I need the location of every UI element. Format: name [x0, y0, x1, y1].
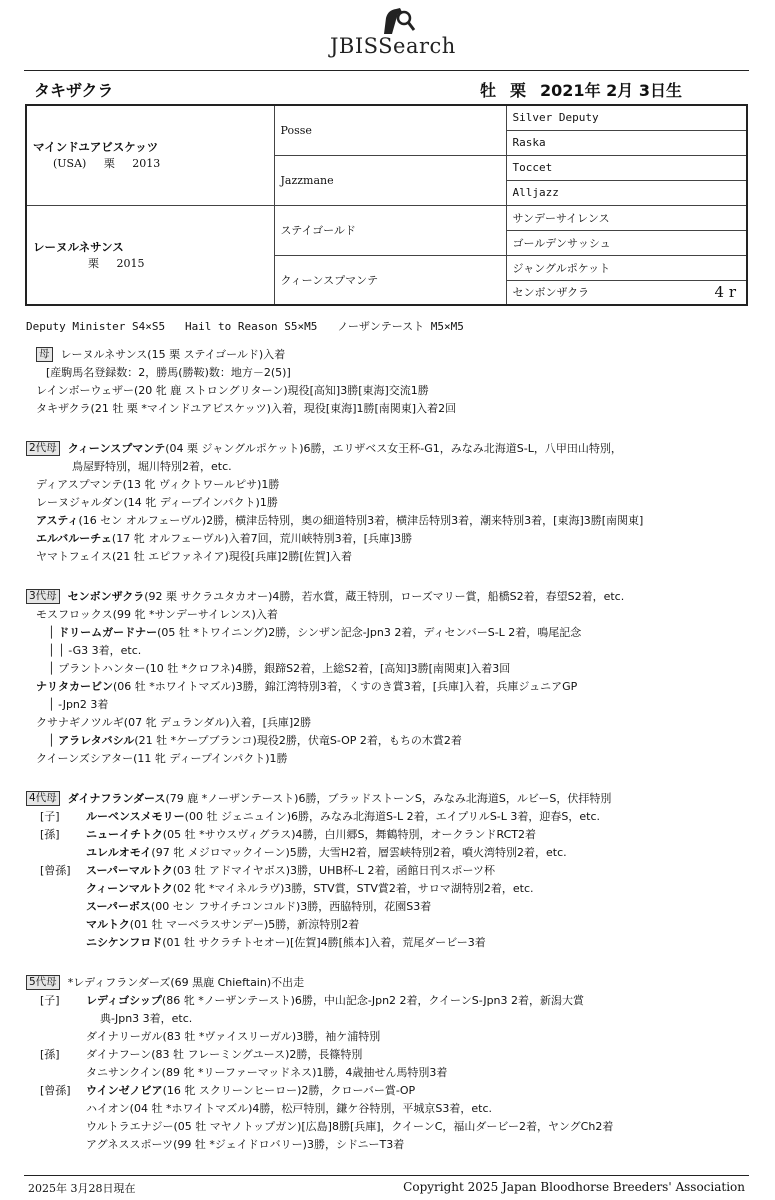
family-line — [26, 790, 751, 808]
dam-name: レーヌルネサンス — [33, 239, 124, 254]
inbreeding-line: Deputy Minister S4×S5 Hail to Reason S5×M5 ノーザンテースト M5×M5 — [26, 320, 464, 333]
family-number: 4 r — [714, 283, 736, 302]
line-text: (01 牡 マーベラスサンデー)5勝，新涼特別2着 — [129, 918, 360, 931]
family-section — [26, 790, 751, 952]
dam-info: 栗 2015 — [53, 256, 145, 270]
pedigree-sire[interactable] — [26, 105, 274, 205]
pedigree-ggs-3[interactable]: Toccet — [506, 155, 747, 180]
line-text: (16 牝 スクリーンヒーロー)2勝，クローバー賞-OP — [162, 1084, 416, 1097]
pedigree-table — [25, 104, 748, 306]
family-line — [26, 732, 751, 750]
line-text: [産駒馬名登録数：2，勝馬(勝鞍)数：地方－2(5)] — [46, 366, 291, 379]
family-line — [26, 1028, 751, 1046]
header-rule — [24, 70, 749, 71]
ggs-8-name: センボンザクラ — [512, 286, 590, 300]
line-text: (21 牡 *ケープブランコ)現役2勝，伏竜S-OP 2着，もちの木賞2着 — [134, 734, 462, 747]
family-line — [26, 992, 751, 1010]
logo-text-search: Search — [378, 34, 456, 58]
family-line — [26, 382, 751, 400]
horse-name-bold[interactable]: クィーンスプマンテ — [67, 442, 166, 455]
family-line — [26, 808, 751, 826]
family-line — [26, 1118, 751, 1136]
family-line — [26, 440, 751, 458]
line-text: │ │ -G3 3着，etc. — [48, 644, 142, 657]
pedigree-ggs-4[interactable]: Alljazz — [506, 180, 747, 205]
family-section — [26, 588, 751, 768]
family-line — [26, 898, 751, 916]
line-text: │ — [48, 734, 59, 747]
line-text: クイーンズシアター(11 牝 ディープインパクト)1勝 — [36, 752, 288, 765]
horse-name-bold[interactable]: ルーベンスメモリー — [86, 810, 185, 823]
family-line — [26, 714, 751, 732]
relation-label: [子] — [40, 810, 60, 823]
line-text: (16 セン オルフェーヴル)2勝，横津岳特別，奥の細道特別3着，横津岳特別3着，潮来特別3着，[東海]3勝[南関東] — [78, 514, 644, 527]
family-line — [26, 826, 751, 844]
family-section — [26, 440, 751, 566]
family-line — [26, 1082, 751, 1100]
line-text: (04 栗 ジャングルポケット)6勝，エリザベス女王杯-G1，みなみ北海道S-L，八甲田山特別， — [165, 442, 622, 455]
horse-name-bold[interactable]: エルバルーチェ — [36, 532, 112, 545]
family-line — [26, 346, 751, 364]
line-text: レーヌジャルダン(14 牝 ディープインパクト)1勝 — [36, 496, 278, 509]
sire-name: マインドユアビスケッツ — [33, 140, 159, 155]
footer-date: 2025年 3月28日現在 — [28, 1182, 136, 1195]
jbis-logo[interactable] — [330, 6, 460, 58]
generation-tag: 2代母 — [26, 441, 60, 456]
line-text: タキザクラ(21 牡 栗 *マインドユアビスケッツ)入着，現役[東海]1勝[南関東]入着2回 — [36, 402, 457, 415]
family-line — [26, 660, 751, 678]
pedigree-ggs-7[interactable]: ジャングルポケット — [506, 255, 747, 280]
family-line — [26, 934, 751, 952]
horse-name-bold[interactable]: アラレタバシル — [58, 734, 135, 747]
horse-name-bold[interactable]: ニシケンフロド — [86, 936, 163, 949]
family-line — [26, 458, 751, 476]
line-text: プラントハンター(10 牡 *クロフネ)4勝，銀蹄S2着，上総S2着，[高知]3勝[南関東]入着3回 — [58, 662, 511, 675]
line-text: 典-Jpn3 3着，etc. — [100, 1012, 193, 1025]
family-line — [26, 862, 751, 880]
line-text: モスフロックス(99 牝 *サンデーサイレンス)入着 — [36, 608, 278, 621]
family-sections — [26, 346, 751, 1154]
line-text: (00 セン フサイチコンコルド)3勝，西脇特別，花園S3着 — [150, 900, 432, 913]
family-line — [26, 624, 751, 642]
footer-copyright: Copyright 2025 Japan Bloodhorse Breeders' Association — [403, 1180, 745, 1194]
line-text: ヤマトフェイス(21 牡 エピファネイア)現役[兵庫]2勝[佐賀]入着 — [36, 550, 352, 563]
line-text: │ — [48, 662, 59, 675]
line-text: (05 牡 *トワイニング)2勝，シンザン記念-Jpn3 2着，ディセンバーS-L 2着，鳴尾記念 — [157, 626, 582, 639]
horse-name-bold[interactable]: スーパーマルトク — [86, 864, 173, 877]
sire-info: (USA) 栗 2013 — [53, 157, 161, 171]
logo-text-jbis: JBIS — [330, 34, 379, 58]
section-gap — [26, 952, 751, 974]
line-text: (01 牡 サクラチトセオー)[佐賀]4勝[熊本]入着，荒尾ダービー3着 — [162, 936, 486, 949]
family-line — [26, 678, 751, 696]
line-text: *レディフランダーズ(69 黒鹿 Chieftain)不出走 — [67, 976, 305, 989]
family-section — [26, 974, 751, 1154]
pedigree-gs-3[interactable]: ステイゴールド — [274, 205, 506, 255]
line-text: │ — [48, 626, 59, 639]
horse-name-bold[interactable]: クィーンマルトク — [86, 882, 173, 895]
family-line — [26, 548, 751, 566]
relation-label: [孫] — [40, 1048, 60, 1061]
horse-sex: 牡 — [480, 81, 497, 100]
family-line — [26, 606, 751, 624]
pedigree-gs-4[interactable]: クィーンスプマンテ — [274, 255, 506, 305]
pedigree-dam[interactable] — [26, 205, 274, 305]
horse-logo-icon — [376, 6, 416, 36]
horse-name-bold[interactable]: スーパーボス — [86, 900, 151, 913]
horse-meta — [480, 78, 696, 101]
horse-name-bold[interactable]: ナリタカービン — [36, 680, 113, 693]
family-section — [26, 346, 751, 418]
line-text: クサナギノツルギ(07 牝 デュランダル)入着，[兵庫]2勝 — [36, 716, 312, 729]
line-text: ダイナリーガル(83 牡 *ヴァイスリーガル)3勝，袖ケ浦特別 — [86, 1030, 381, 1043]
generation-tag: 4代母 — [26, 791, 60, 806]
horse-color: 栗 — [510, 81, 527, 100]
line-text: │ -Jpn2 3着 — [48, 698, 109, 711]
pedigree-ggs-1[interactable]: Silver Deputy — [506, 105, 747, 130]
line-text: タニサンクイン(89 牝 *リーファーマッドネス)1勝，4歳抽せん馬特別3着 — [86, 1066, 448, 1079]
line-text: レーヌルネサンス(15 栗 ステイゴールド)入着 — [60, 348, 286, 361]
relation-label: [曾孫] — [40, 1084, 71, 1097]
horse-name-bold[interactable]: ダイナフランダース — [67, 792, 166, 805]
horse-name-bold[interactable]: アスティ — [36, 514, 79, 527]
family-line — [26, 530, 751, 548]
family-line — [26, 750, 751, 768]
line-text: (97 牝 メジロマックイーン)5勝，大雪H2着，層雲峡特別2着，噴火湾特別2着，etc. — [151, 846, 567, 859]
family-line — [26, 696, 751, 714]
section-gap — [26, 566, 751, 588]
line-text: (05 牡 *サウスヴィグラス)4勝，白川郷S，舞鶴特別，オークランドRCT2着 — [162, 828, 537, 841]
line-text: (06 牡 *ホワイトマズル)3勝，錦江湾特別3着，くすのき賞3着，[兵庫]入着，兵庫ジュニアGP — [113, 680, 578, 693]
line-text: (00 牡 ジェニュイン)6勝，みなみ北海道S-L 2着，エイプリルS-L 3着，迎春S，etc. — [184, 810, 601, 823]
section-gap — [26, 768, 751, 790]
family-line — [26, 400, 751, 418]
pedigree-gs-2[interactable]: Jazzmane — [274, 155, 506, 205]
horse-name-bold[interactable]: ドリームガードナー — [58, 626, 158, 639]
relation-label: [曾孫] — [40, 864, 71, 877]
footer-rule — [24, 1175, 749, 1176]
line-text: (03 牡 アドマイヤボス)3勝，UHB杯-L 2着，函館日刊スポーツ杯 — [172, 864, 496, 877]
line-text: ウルトラエナジー(05 牡 マヤノトップガン)[広島]8勝[兵庫]，クイーンC，福山ダービー2着，ヤングCh2着 — [86, 1120, 614, 1133]
family-line — [26, 642, 751, 660]
family-line — [26, 588, 751, 606]
family-line — [26, 512, 751, 530]
line-text: 鳥屋野特別，堀川特別2着，etc. — [72, 460, 232, 473]
generation-tag: 5代母 — [26, 975, 60, 990]
generation-tag: 3代母 — [26, 589, 60, 604]
family-line — [26, 1100, 751, 1118]
section-gap — [26, 418, 751, 440]
pedigree-ggs-8[interactable] — [506, 280, 747, 305]
line-text: ディアスプマンテ(13 牝 ヴィクトワールピサ)1勝 — [36, 478, 280, 491]
family-line — [26, 974, 751, 992]
horse-name-bold[interactable]: レディゴシップ — [86, 994, 162, 1007]
pedigree-ggs-5[interactable]: サンデーサイレンス — [506, 205, 747, 230]
pedigree-ggs-6[interactable]: ゴールデンサッシュ — [506, 230, 747, 255]
line-text: アグネススポーツ(99 牡 *ジェイドロバリー)3勝，シドニーT3着 — [86, 1138, 405, 1151]
family-line — [26, 476, 751, 494]
line-text: ダイナフーン(83 牡 フレーミングユース)2勝，長篠特別 — [86, 1048, 363, 1061]
family-line — [26, 1046, 751, 1064]
pedigree-ggs-2[interactable]: Raska — [506, 130, 747, 155]
line-text: (79 鹿 *ノーザンテースト)6勝，ブラッドストーンS，みなみ北海道S，ルビーS，伏拝特別 — [165, 792, 612, 805]
line-text: (02 牝 *マイネルラヴ)3勝，STV賞，STV賞2着，サロマ湖特別2着，etc. — [172, 882, 534, 895]
line-text: (86 牝 *ノーザンテースト)6勝，中山記念-Jpn2 2着，クイーンS-Jpn3 2着，新潟大賞 — [161, 994, 585, 1007]
line-text: (92 栗 サクラユタカオー)4勝，若水賞，蔵王特別，ローズマリー賞，船橋S2着，春望S2着，etc. — [144, 590, 625, 603]
relation-label: [子] — [40, 994, 60, 1007]
line-text: (17 牝 オルフェーヴル)入着7回，荒川峡特別3着，[兵庫]3勝 — [111, 532, 413, 545]
horse-name-bold[interactable]: ウインゼノビア — [86, 1084, 163, 1097]
line-text: ハイオン(04 牡 *ホワイトマズル)4勝，松戸特別，鎌ケ谷特別，平城京S3着，etc. — [86, 1102, 493, 1115]
line-text: レインボーウェザー(20 牝 鹿 ストロングリターン)現役[高知]3勝[東海]交流1勝 — [36, 384, 429, 397]
horse-name-bold[interactable]: ニューイチトク — [86, 828, 163, 841]
relation-label: [孫] — [40, 828, 60, 841]
horse-name-bold[interactable]: センボンザクラ — [67, 590, 145, 603]
family-line — [26, 1064, 751, 1082]
horse-name-bold[interactable]: ユレルオモイ — [86, 846, 152, 859]
family-line — [26, 916, 751, 934]
horse-birth: 2021年 2月 3日生 — [540, 81, 682, 100]
family-line — [26, 880, 751, 898]
family-line — [26, 494, 751, 512]
generation-tag: 母 — [36, 347, 53, 362]
family-line — [26, 364, 751, 382]
family-line — [26, 1010, 751, 1028]
family-line — [26, 1136, 751, 1154]
pedigree-gs-1[interactable]: Posse — [274, 105, 506, 155]
horse-name: タキザクラ — [34, 81, 114, 100]
horse-name-bold[interactable]: マルトク — [86, 918, 130, 931]
logo-text — [330, 34, 456, 58]
family-line — [26, 844, 751, 862]
